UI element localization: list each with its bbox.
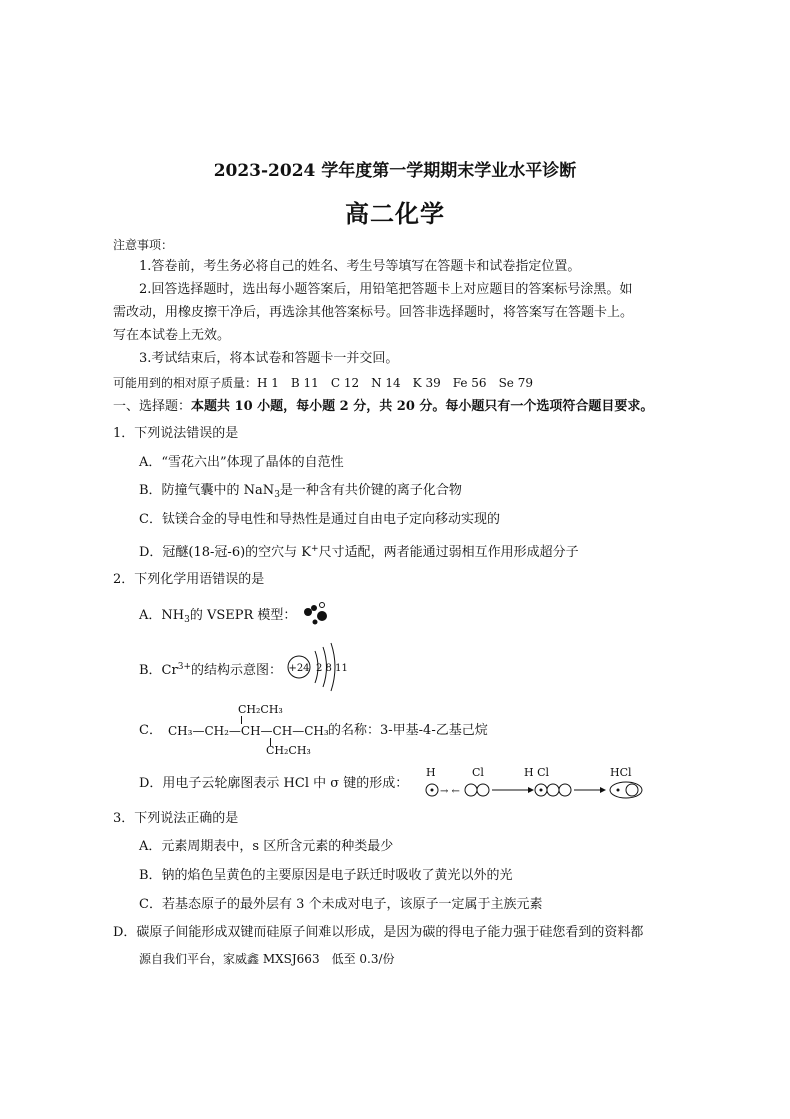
section-text: 本题共 10 小题，每小题 2 分，共 20 分。每小题只有一个选项符合题目要求。 [191,399,654,414]
q2-option-c-label: C． [139,723,162,738]
q1-option-a: A．“雪花六出”体现了晶体的自范性 [139,455,344,470]
q3-option-a: A．元素周期表中，s 区所含元素的种类最少 [139,839,394,854]
note-2-line-3: 写在本试卷上无效。 [113,328,231,343]
q3-stem: 3．下列说法正确的是 [113,811,239,826]
q2-c-top-branch: CH₂CH₃ [238,703,283,716]
d-label-h-cl: H Cl [524,766,550,779]
vsepr-model-icon [300,600,334,628]
q1-option-c: C．钛镁合金的导电性和导热性是通过自由电子定向移动实现的 [139,512,500,527]
cr-shell-electrons: 2 8 11 [316,663,348,674]
q1-d-sup: + [311,544,319,554]
q1-option-b [139,482,462,504]
cr-ion-structure-diagram [285,641,355,693]
q2-option-b [139,658,282,680]
q1-option-d [139,540,579,562]
q1-b-pre: B．防撞气囊中的 NaN [139,483,275,498]
q1-b-sub: 3 [274,490,280,500]
q2-b-pre: B．Cr [139,663,178,678]
q2-a-post: 的 VSEPR 模型： [189,608,297,623]
sigma-bond-diagram [420,764,650,804]
q2-c-main-chain: CH₃—CH₂—CH—CH—CH₃ [168,724,329,738]
q1-stem: 1．下列说法错误的是 [113,426,239,441]
q1-d-post: 尺寸适配，两者能通过弱相互作用形成超分子 [318,545,579,560]
q2-b-post: 的结构示意图： [191,663,283,678]
q2-c-bottom-branch: CH₂CH₃ [266,744,311,757]
cr-nucleus-label: +24 [288,663,310,674]
note-2-line-2: 需改动，用橡皮擦干净后，再选涂其他答案标号。回答非选择题时，将答案写在答题卡上。 [113,305,634,320]
note-2-line-1: 2.回答选择题时，选出每小题答案后，用铅笔把答题卡上对应题目的答案标号涂黑。如 [139,282,633,297]
q2-option-a [139,607,296,629]
q3-option-c: C．若基态原子的最外层有 3 个未成对电子，该原子一定属于主族元素 [139,897,543,912]
q2-a-pre: A．NH [139,608,185,623]
q3-option-d-line-2: 源自我们平台，家威鑫 MXSJ663 低至 0.3/份 [139,952,395,966]
notes-heading: 注意事项： [113,238,174,252]
atomic-masses: 可能用到的相对原子质量：H 1 B 11 C 12 N 14 K 39 Fe 56 Se 79 [113,376,533,390]
d-label-cl: Cl [472,766,484,779]
d-label-hcl: HCl [610,766,632,779]
note-3: 3.考试结束后，将本试卷和答题卡一并交回。 [139,351,399,366]
d-label-h: H [426,766,436,779]
q3-option-b: B．钠的焰色呈黄色的主要原因是电子跃迁时吸收了黄光以外的光 [139,868,513,883]
exam-subject: 高二化学 [345,200,445,228]
section-label: 一、选择题： [113,399,192,414]
q1-b-post: 是一种含有共价键的离子化合物 [279,483,462,498]
q2-a-sub: 3 [184,615,190,625]
note-1: 1.答卷前，考生务必将自己的姓名、考生号等填写在答题卡和试卷指定位置。 [139,259,581,274]
q2-b-sup: 3+ [177,662,191,672]
exam-title: 2023-2024 学年度第一学期期末学业水平诊断 [213,161,577,181]
q2-c-name: 的名称：3-甲基-4-乙基己烷 [328,723,488,738]
svg-text:→ ←: → ← [440,786,460,797]
q1-d-pre: D．冠醚(18-冠-6)的空穴与 K [139,545,312,560]
q2-option-d: D．用电子云轮廓图表示 HCl 中 σ 键的形成： [139,776,409,791]
q3-option-d-line-1: D．碳原子间能形成双键而硅原子间难以形成，是因为碳的得电子能力强于硅您看到的资料都 [113,925,644,940]
q2-stem: 2．下列化学用语错误的是 [113,572,265,587]
section-heading [113,398,653,416]
